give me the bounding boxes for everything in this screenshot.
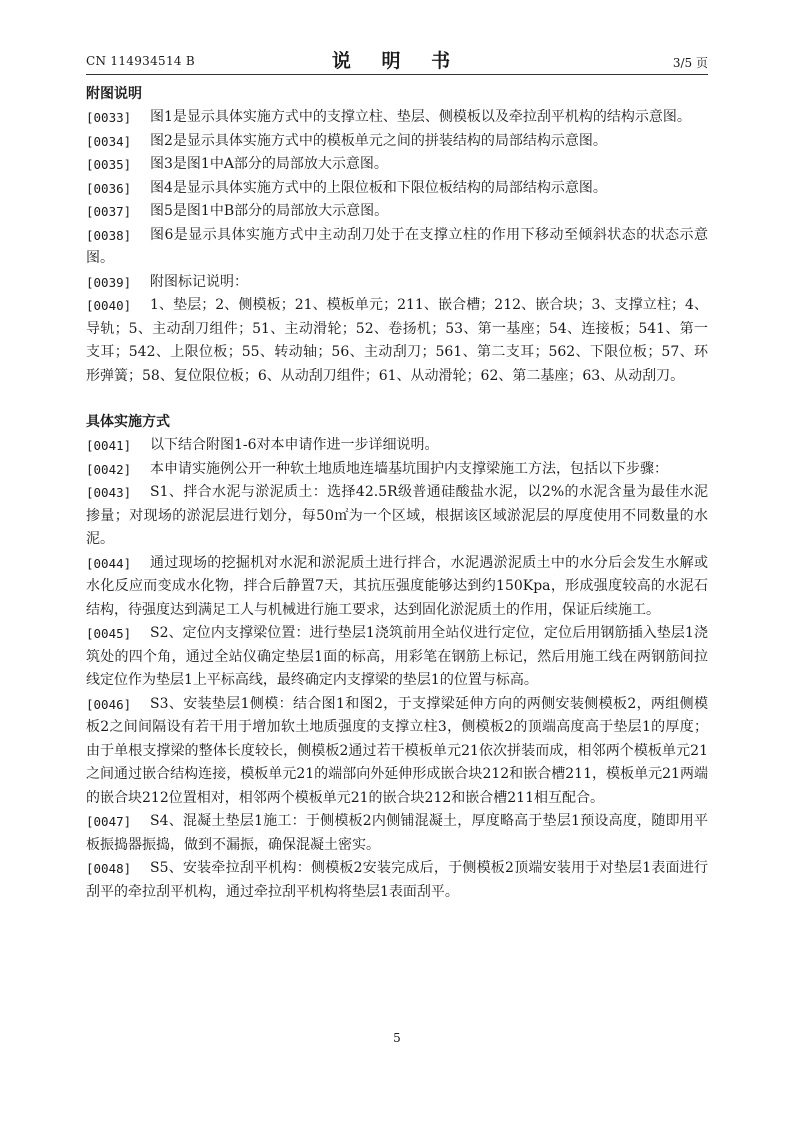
paragraph-text: 图3是图1中A部分的局部放大示意图。 (150, 156, 388, 172)
page-number: 5 (393, 1031, 401, 1045)
paragraph-number: [0041] (86, 438, 132, 453)
paragraph-text: 附图标记说明： (150, 273, 248, 290)
paragraph-number: [0035] (86, 157, 132, 172)
paragraph-number: [0047] (86, 814, 132, 829)
page-indicator: 3/5 页 (672, 56, 708, 70)
paragraph-number: [0043] (86, 485, 132, 500)
paragraph-number: [0039] (86, 274, 132, 290)
paragraph-number: [0040] (86, 298, 132, 313)
paragraph-number: [0044] (86, 555, 132, 571)
paragraph-text: 通过现场的挖掘机对水泥和淤泥质土进行拌合，水泥遇淤泥质土中的水分后会发生水解或水化反应而变成水化物，拌合后静置7天，其抗压强度能够达到约150Kpa，形成强度较高的水泥石结构，待强度达到满足工人与机械进行施工要求，达到固化淤泥质土的作用，保证后续施工。 (86, 554, 708, 618)
paragraph-text: S4、混凝土垫层1施工：于侧模板2内侧铺混凝土，厚度略高于垫层1预设高度，随即用平板振捣器振捣，做到不漏振，确保混凝土密实。 (86, 813, 708, 853)
paragraph-text: 图6是显示具体实施方式中主动刮刀处于在支撑立柱的作用下移动至倾斜状态的状态示意图。 (86, 226, 708, 266)
paragraph-text: S2、定位内支撑梁位置：进行垫层1浇筑前用全站仪进行定位，定位后用钢筋插入垫层1浇筑处的四个角，通过全站仪确定垫层1面的标高，用彩笔在钢筋上标记，然后用施工线在两钢筋间拉线定位作为垫层1上平标高线，最终确定内支撑梁的垫层1的位置与标高。 (86, 625, 708, 688)
paragraph-text: S3、安装垫层1侧模：结合图1和图2，于支撑梁延伸方向的两侧安装侧模板2，两组侧模板2之间间隔设有若干用于增加软土地质强度的支撑立柱3，侧模板2的顶端高度高于垫层1的厚度；由于单根支撑梁的整体长度较长，侧模板2通过若干模板单元21依次拼装而成，相邻两个模板单元21之间通过嵌合结构连接，模板单元21的端部向外延伸形成嵌合块212和嵌合槽211，模板单元21两端的嵌合块212位置相对，相邻两个模板单元21的嵌合块212和嵌合槽211相互配合。 (86, 695, 708, 806)
paragraph-text: 1、垫层；2、侧模板；21、模板单元；211、嵌合槽；212、嵌合块；3、支撑立柱；4、导轨；5、主动刮刀组件；51、主动滑轮；52、卷扬机；53、第一基座；54、连接板；541、第一支耳；542、上限位板；55、转动轴；56、主动刮刀；561、第二支耳；562、下限位板；57、环形弹簧；58、复位限位板；6、从动刮刀组件；61、从动滑轮；62、第二基座；63、从动刮刀。 (86, 297, 708, 384)
paragraph-number: [0038] (86, 227, 132, 243)
document-body (86, 83, 708, 904)
paragraph-0046 (86, 693, 708, 811)
paragraph-0040 (86, 294, 708, 388)
paragraph-text: 图1是显示具体实施方式中的支撑立柱、垫层、侧模板以及牵拉刮平机构的结构示意图。 (150, 109, 691, 125)
paragraph-0047 (86, 810, 708, 857)
paragraph-0042 (86, 458, 708, 482)
header-divider (86, 74, 708, 75)
paragraph-text: 以下结合附图1-6对本申请作进一步详细说明。 (150, 437, 439, 453)
paragraph-number: [0034] (86, 133, 132, 149)
paragraph-0043 (86, 481, 708, 552)
section-title-embodiments: 具体实施方式 (86, 414, 170, 430)
paragraph-0035 (86, 153, 708, 177)
paragraph-number: [0042] (86, 461, 132, 477)
document-title: 说 明 书 (331, 50, 463, 72)
paragraph-text: S5、安装牵拉刮平机构：侧模板2安装完成后，于侧模板2顶端安装用于对垫层1表面进行刮平的牵拉刮平机构，通过牵拉刮平机构将垫层1表面刮平。 (86, 860, 708, 900)
paragraph-0038 (86, 224, 708, 271)
paragraph-number: [0045] (86, 626, 132, 641)
section-spacer (86, 388, 708, 411)
paragraph-0037 (86, 200, 708, 224)
paragraph-text: 图5是图1中B部分的局部放大示意图。 (150, 203, 389, 219)
paragraph-text: 本申请实施例公开一种软土地质地连墙基坑围护内支撑梁施工方法，包括以下步骤： (150, 460, 668, 477)
paragraph-number: [0046] (86, 696, 132, 712)
paragraph-0036 (86, 177, 708, 201)
paragraph-text: S1、拌合水泥与淤泥质土：选择42.5R级普通硅酸盐水泥，以2%的水泥含量为最佳水泥掺量；对现场的淤泥层进行划分，每50㎡为一个区域，根据该区域淤泥层的厚度使用不同数量的水泥。 (86, 484, 708, 547)
paragraph-text: 图4是显示具体实施方式中的上限位板和下限位板结构的局部结构示意图。 (150, 179, 607, 196)
paragraph-0039 (86, 271, 708, 295)
patent-number: CN 114934514 B (86, 54, 196, 68)
paragraph-0033 (86, 106, 708, 130)
paragraph-number: [0033] (86, 110, 132, 125)
paragraph-number: [0048] (86, 861, 132, 876)
paragraph-0045 (86, 622, 708, 693)
paragraph-0048 (86, 857, 708, 904)
paragraph-text: 图2是显示具体实施方式中的模板单元之间的拼装结构的局部结构示意图。 (150, 132, 607, 149)
page-header (86, 46, 708, 74)
paragraph-number: [0036] (86, 180, 132, 196)
paragraph-0034 (86, 130, 708, 154)
section-title-drawings: 附图说明 (86, 86, 142, 102)
paragraph-number: [0037] (86, 204, 132, 219)
paragraph-0044 (86, 552, 708, 623)
paragraph-0041 (86, 434, 708, 458)
